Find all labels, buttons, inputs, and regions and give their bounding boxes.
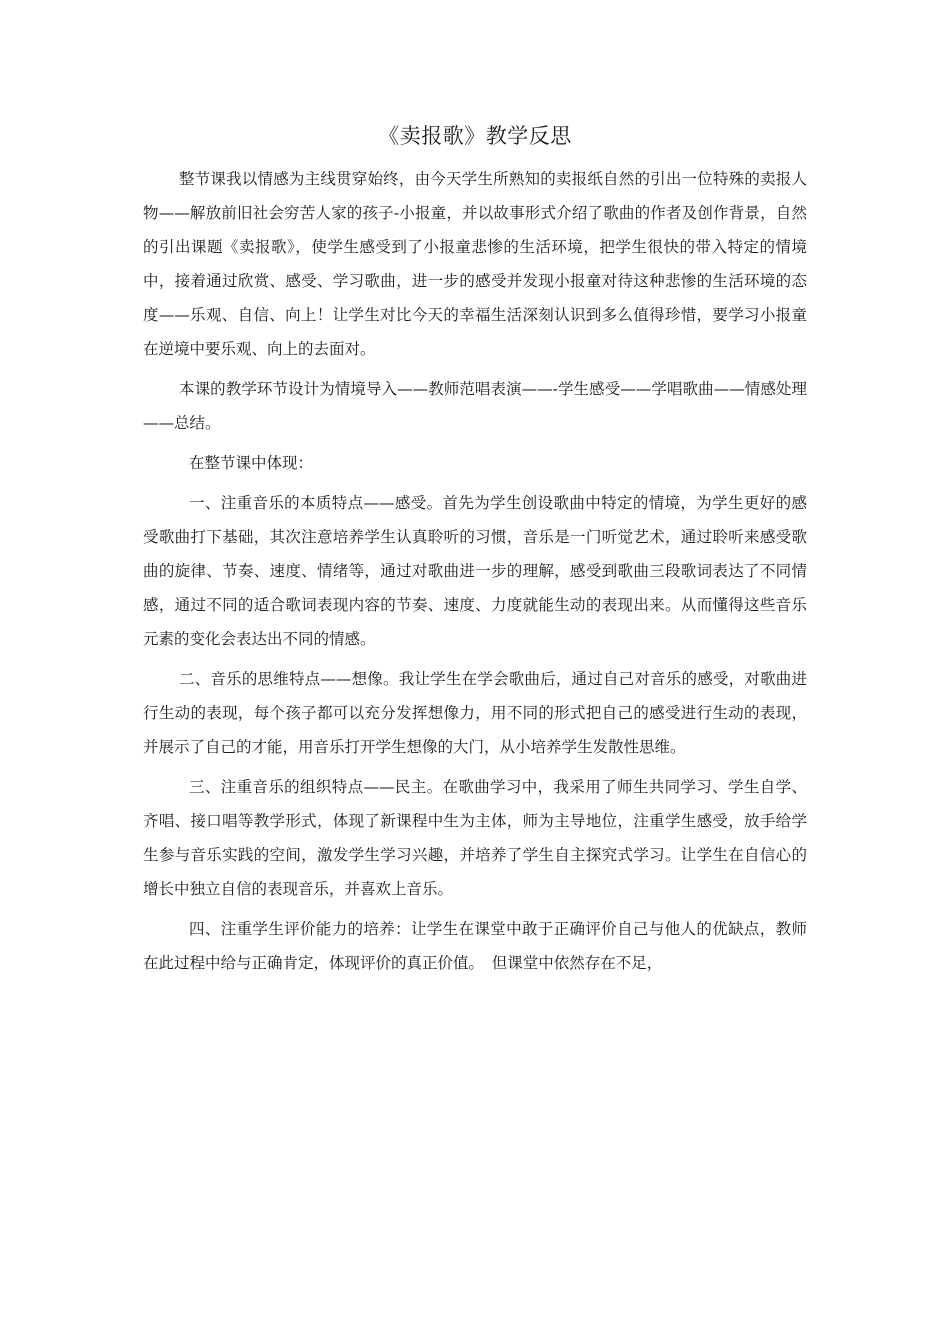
- paragraph-point-four: 四、注重学生评价能力的培养：让学生在课堂中敢于正确评价自己与他人的优缺点，教师在此过程中给与正确肯定，体现评价的真正价值。 但课堂中依然存在不足，: [143, 920, 807, 972]
- paragraph-point-three: 三、注重音乐的组织特点——民主。在歌曲学习中，我采用了师生共同学习、学生自学、齐唱、接口唱等教学形式，体现了新课程中生为主体，师为主导地位，注重学生感受，放手给学生参与音乐实践的空间，激发学生学习兴趣，并培养了学生自主探究式学习。让学生在自信心的增长中独立自信的表现音乐，并喜欢上音乐。: [143, 778, 807, 898]
- paragraph-reflection-heading: 在整节课中体现：: [189, 454, 314, 472]
- paragraph-point-two: 二、音乐的思维特点——想像。我让学生在学会歌曲后，通过自己对音乐的感受，对歌曲进行生动的表现，每个孩子都可以充分发挥想像力，用不同的形式把自己的感受进行生动的表现，并展示了自己的才能，用音乐打开学生想像的大门，从小培养学生发散性思维。: [143, 670, 807, 756]
- paragraph-point-one: 一、注重音乐的本质特点——感受。首先为学生创设歌曲中特定的情境，为学生更好的感受歌曲打下基础，其次注意培养学生认真聆听的习惯，音乐是一门听觉艺术，通过聆听来感受歌曲的旋律、节奏、速度、情绪等，通过对歌曲进一步的理解，感受到歌曲三段歌词表达了不同情感，通过不同的适合歌词表现内容的节奏、速度、力度就能生动的表现出来。从而懂得这些音乐元素的变化会表达出不同的情感。: [143, 494, 807, 648]
- paragraph-teaching-steps: 本课的教学环节设计为情境导入——教师范唱表演——-学生感受——学唱歌曲——情感处理——总结。: [143, 380, 807, 432]
- document-body: [143, 162, 807, 986]
- document-title: 《卖报歌》教学反思: [378, 124, 572, 148]
- paragraph-intro: 整节课我以情感为主线贯穿始终，由今天学生所熟知的卖报纸自然的引出一位特殊的卖报人物——解放前旧社会穷苦人家的孩子-小报童，并以故事形式介绍了歌曲的作者及创作背景，自然的引出课题《卖报歌》，使学生感受到了小报童悲惨的生活环境，把学生很快的带入特定的情境中，接着通过欣赏、感受、学习歌曲，进一步的感受并发现小报童对待这种悲惨的生活环境的态度——乐观、自信、向上！让学生对比今天的幸福生活深刻认识到多么值得珍惜，要学习小报童在逆境中要乐观、向上的去面对。: [143, 170, 807, 358]
